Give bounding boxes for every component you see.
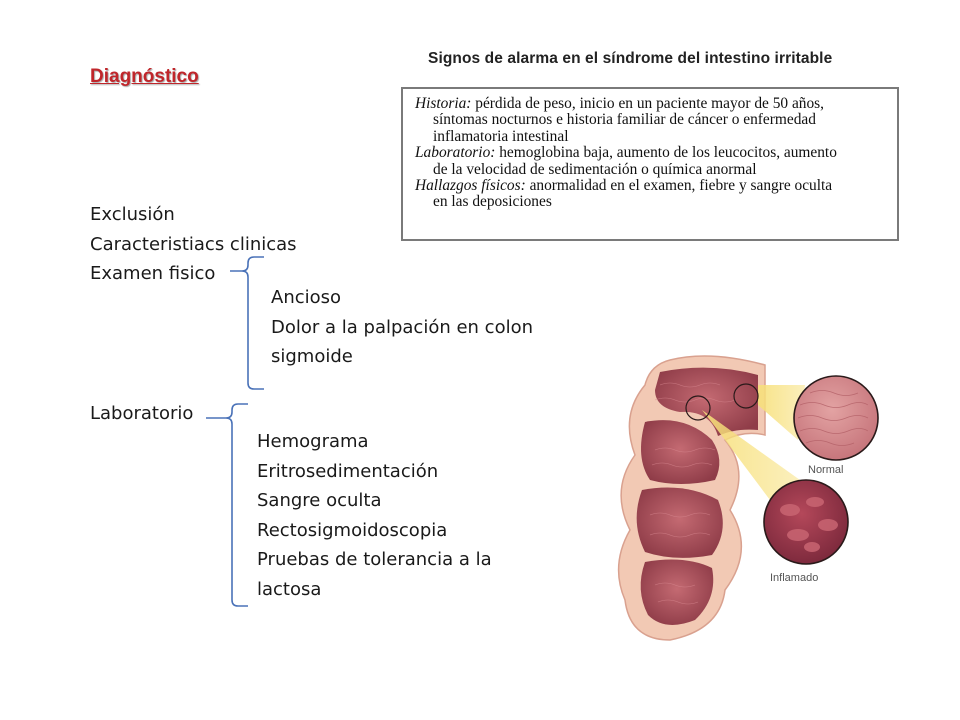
laboratory-bracket <box>204 402 252 610</box>
hallazgos-text: anormalidad en el examen, fiebre y sangre oculta <box>525 177 833 195</box>
finding-item: Dolor a la palpación en colon <box>271 316 534 338</box>
historia-continuation: inflamatoria intestinal <box>433 127 569 145</box>
historia-continuation: síntomas nocturnos e historia familiar de cáncer o enfermedad <box>433 111 816 129</box>
hallazgos-continuation: en las deposiciones <box>433 193 552 211</box>
slide-title: Diagnóstico <box>90 66 199 87</box>
finding-item: sigmoide <box>271 346 353 367</box>
colon-illustration <box>600 340 900 650</box>
table-row-historia <box>415 96 887 112</box>
physical-exam-findings <box>271 283 533 372</box>
laboratory-label: Laboratorio <box>90 403 194 424</box>
normal-label: Normal <box>808 464 844 476</box>
laboratory-heading <box>90 399 193 429</box>
laboratorio-continuation: de la velocidad de sedimentación o química anormal <box>433 160 757 178</box>
laboratorio-text: hemoglobina baja, aumento de los leucocitos, aumento <box>495 144 837 162</box>
alarm-signs-table <box>401 87 899 241</box>
lab-test-item: Pruebas de tolerancia a la <box>257 549 492 570</box>
criteria-item-exclusion: Exclusión <box>90 204 175 225</box>
criteria-item-clinical: Caracteristiacs clinicas <box>90 233 297 255</box>
lab-test-item: lactosa <box>257 578 322 600</box>
finding-item: Ancioso <box>271 287 342 308</box>
alarm-table-caption: Signos de alarma en el síndrome del intestino irritable <box>428 50 833 67</box>
colon-fold <box>637 488 723 558</box>
lab-test-item: Rectosigmoidoscopia <box>257 519 448 541</box>
lab-test-item: Sangre oculta <box>257 490 382 511</box>
criteria-item-physical-exam: Examen fisico <box>90 263 216 284</box>
historia-text: pérdida de peso, inicio en un paciente mayor de 50 años, <box>471 95 825 112</box>
laboratory-tests-list <box>257 427 492 604</box>
hallazgos-label: Hallazgos físicos: <box>415 177 526 195</box>
normal-tissue-magnified <box>794 376 878 460</box>
inflamed-label: Inflamado <box>770 572 819 584</box>
physical-exam-bracket <box>228 255 268 393</box>
lab-test-item: Eritrosedimentación <box>257 460 439 482</box>
laboratorio-label: Laboratorio: <box>415 144 496 162</box>
lab-test-item: Hemograma <box>257 431 369 452</box>
table-row-hallazgos <box>415 178 887 194</box>
table-row-laboratorio <box>415 145 887 161</box>
historia-label: Historia: <box>415 95 472 112</box>
